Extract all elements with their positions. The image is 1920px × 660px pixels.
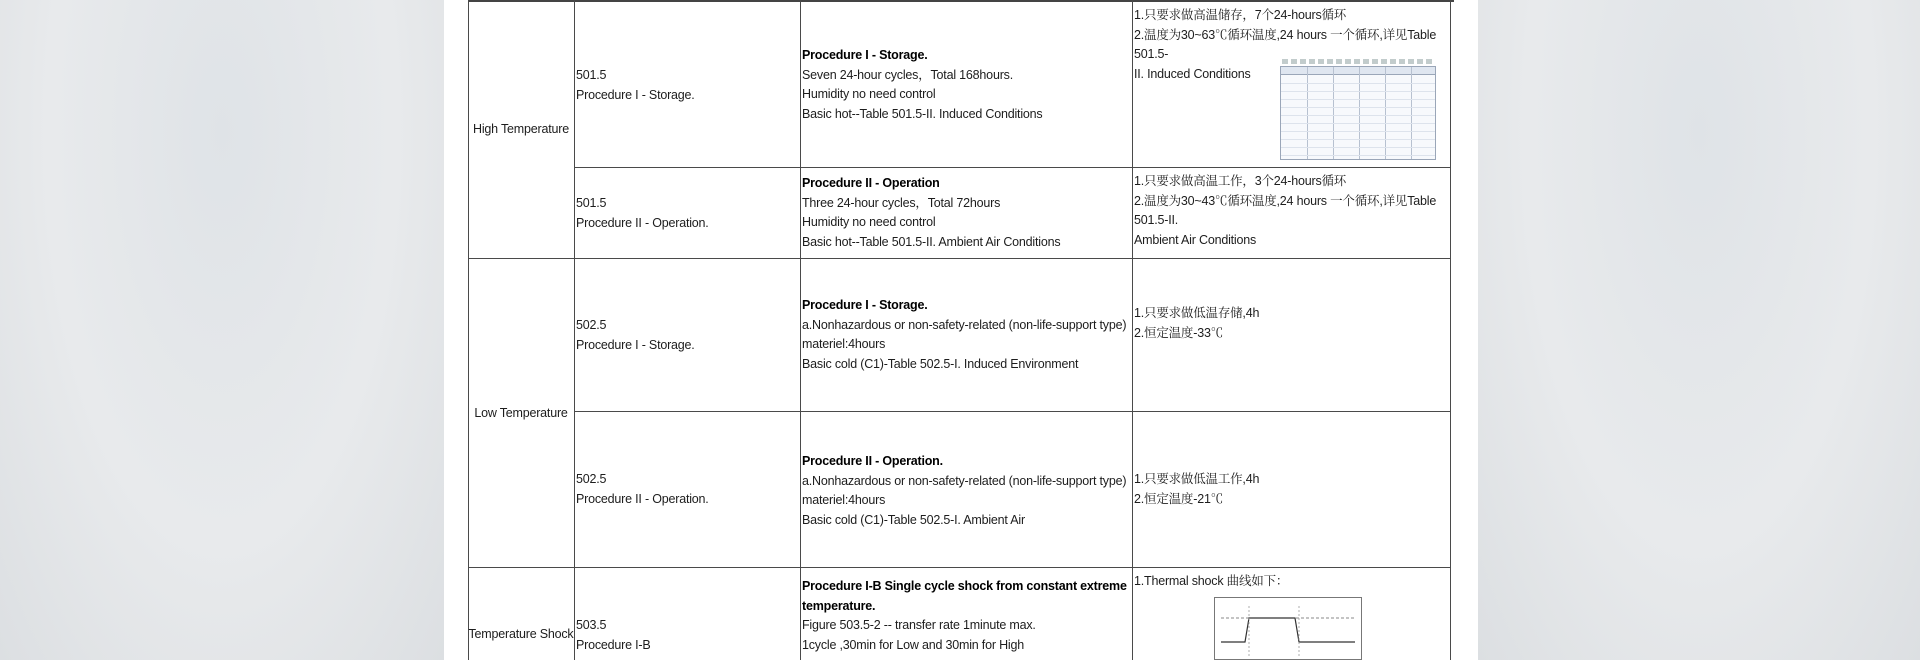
requirement-line: a.Nonhazardous or non-safety-related (non-life-support type)	[802, 317, 1127, 332]
background-left	[0, 0, 444, 660]
requirement-line: Basic hot--Table 501.5-II. Ambient Air Conditions	[802, 234, 1061, 249]
requirement-title: Procedure I - Storage.	[802, 48, 928, 62]
row-divider-1	[468, 258, 1450, 259]
requirement-line: Basic cold (C1)-Table 502.5-I. Ambient Air	[802, 512, 1025, 527]
note-line: 1.只要求做高温工作，3个24-hours循环	[1134, 174, 1347, 188]
method-code: 503.5	[576, 618, 607, 632]
requirement-title: Procedure I-B Single cycle shock from constant extreme	[802, 579, 1127, 593]
table-top-border	[468, 0, 1454, 2]
table-border-right	[1450, 0, 1451, 660]
method-cell	[576, 470, 709, 509]
requirement-line: Three 24-hour cycles，Total 72hours	[802, 195, 1001, 210]
note-line: II. Induced Conditions	[1134, 66, 1251, 81]
requirement-line: Figure 503.5-2 -- transfer rate 1minute max.	[802, 618, 1036, 632]
requirement-line: Humidity no need control	[802, 87, 936, 101]
method-name: Procedure I-B	[576, 637, 651, 652]
note-line: 1.Thermal shock 曲线如下：	[1134, 574, 1289, 588]
method-code: 502.5	[576, 472, 607, 486]
method-cell	[576, 616, 651, 655]
requirement-line: Humidity no need control	[802, 215, 936, 229]
column-divider-3	[1132, 0, 1133, 660]
method-name: Procedure II - Operation.	[576, 491, 709, 506]
note-line: 1.只要求做低温工作,4h	[1134, 472, 1260, 486]
document-page	[444, 0, 1478, 660]
notes-cell	[1134, 172, 1448, 250]
requirement-line: materiel:4hours	[802, 337, 886, 351]
method-code: 501.5	[576, 68, 607, 82]
column-divider-1	[574, 0, 575, 660]
method-cell	[576, 66, 695, 105]
requirement-cell	[802, 452, 1126, 530]
requirement-title: Procedure I - Storage.	[802, 298, 928, 312]
category-low-temperature: Low Temperature	[474, 406, 568, 420]
requirement-line: 1cycle ,30min for Low and 30min for High	[802, 637, 1024, 652]
note-line: 2.恒定温度-33℃	[1134, 325, 1223, 340]
method-name: Procedure II - Operation.	[576, 215, 709, 230]
embedded-table-caption	[1282, 59, 1434, 64]
method-code: 502.5	[576, 318, 607, 332]
requirement-title-cont: temperature.	[802, 598, 876, 613]
requirement-line: Basic hot--Table 501.5-II. Induced Conditions	[802, 106, 1043, 121]
method-cell	[576, 316, 695, 355]
note-line: 1.只要求做低温存储,4h	[1134, 306, 1260, 320]
requirement-line: Basic cold (C1)-Table 502.5-I. Induced Environment	[802, 356, 1079, 371]
notes-cell	[1134, 470, 1448, 509]
requirement-cell	[802, 46, 1042, 124]
requirement-title: Procedure II - Operation.	[802, 454, 943, 468]
method-cell	[576, 194, 709, 233]
method-name: Procedure I - Storage.	[576, 337, 695, 352]
column-divider-2	[800, 0, 801, 660]
note-line: 1.只要求做高温储存，7个24-hours循环	[1134, 8, 1347, 22]
requirement-line: materiel:4hours	[802, 493, 886, 507]
requirement-line: Seven 24-hour cycles，Total 168hours.	[802, 67, 1013, 82]
table-border-left	[468, 0, 469, 660]
method-name: Procedure I - Storage.	[576, 87, 695, 102]
row-divider-hot	[574, 167, 1450, 168]
note-line: 2.温度为30~43℃循环温度,24 hours 一个循环,详见Table 501.5-II.	[1134, 193, 1437, 227]
note-line: 2.恒定温度-21℃	[1134, 491, 1223, 506]
method-code: 501.5	[576, 196, 607, 210]
embedded-table-image	[1280, 66, 1436, 160]
thermal-shock-figure	[1214, 597, 1362, 660]
note-line: Ambient Air Conditions	[1134, 232, 1257, 247]
category-high-temperature: High Temperature	[473, 122, 569, 136]
notes-cell	[1134, 572, 1448, 592]
requirement-title: Procedure II - Operation	[802, 176, 940, 190]
notes-cell	[1134, 304, 1448, 343]
requirement-cell	[802, 296, 1126, 374]
background-right	[1478, 0, 1920, 660]
row-divider-2	[468, 567, 1450, 568]
requirement-cell	[802, 577, 1127, 655]
requirement-cell	[802, 174, 1060, 252]
requirement-line: a.Nonhazardous or non-safety-related (non-life-support type)	[802, 473, 1127, 488]
category-temperature-shock: Temperature Shock	[468, 627, 574, 641]
row-divider-cold	[574, 411, 1450, 412]
note-line: 2.温度为30~63℃循环温度,24 hours 一个循环,详见Table 501.5-	[1134, 27, 1437, 61]
